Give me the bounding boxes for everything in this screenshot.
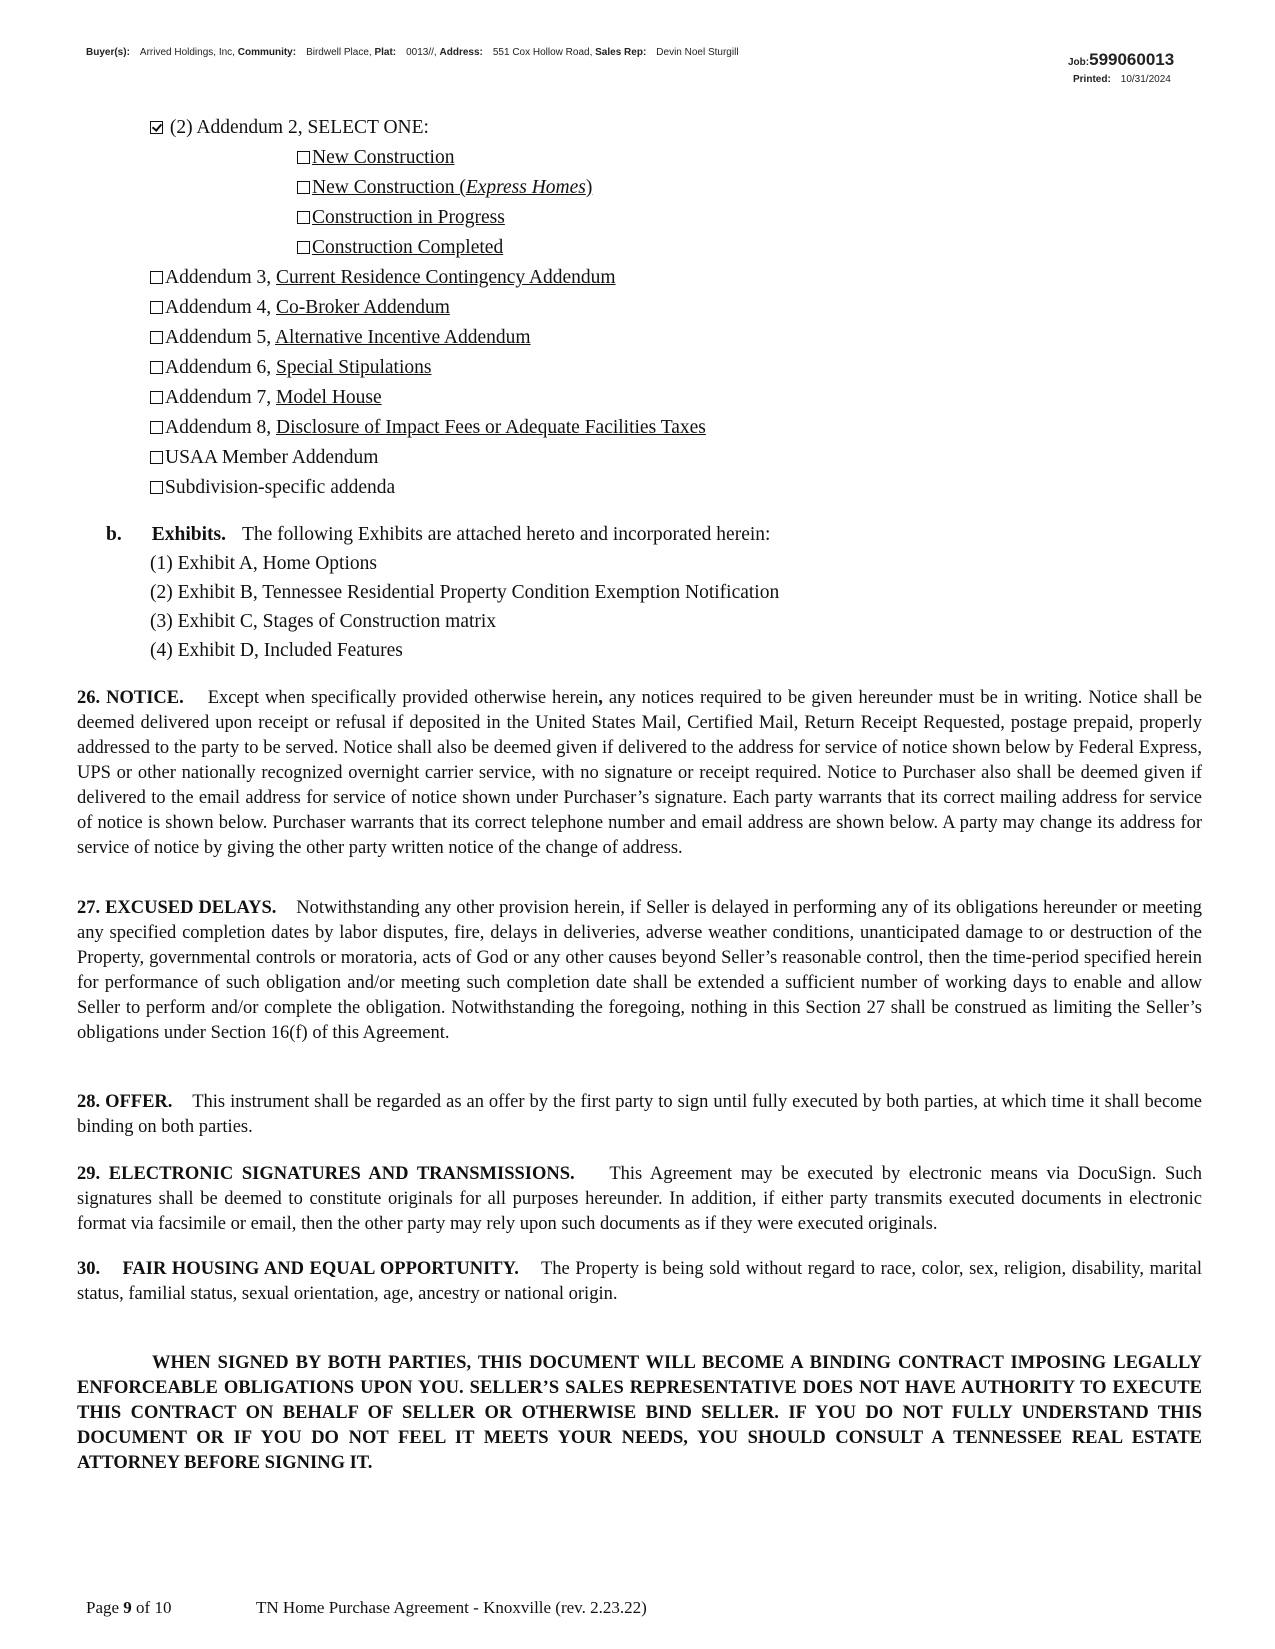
section-29-electronic-signatures: [77, 1162, 1202, 1237]
addendum-3-checkbox[interactable]: [150, 271, 163, 284]
exhibit-item: (2) Exhibit B, Tennessee Residential Property Condition Exemption Notification: [150, 582, 780, 603]
exhibit-item: (3) Exhibit C, Stages of Construction matrix: [150, 611, 497, 632]
addendum-8-checkbox[interactable]: [150, 421, 163, 434]
section-heading: 27. EXCUSED DELAYS.: [77, 898, 277, 918]
job-value: 599060013: [1089, 50, 1175, 69]
option-label-part: ): [585, 177, 593, 198]
binding-contract-warning: WHEN SIGNED BY BOTH PARTIES, THIS DOCUMENT WILL BECOME A BINDING CONTRACT IMPOSING LEGALLY ENFORCEABLE OBLIGATIONS UPON YOU. SELLER’S SALES REPRESENTATIVE DOES NOT HAVE AUTHORITY TO EXECUTE THIS CONTRACT ON BEHALF OF SELLER OR OTHERWISE BIND SELLER. IF YOU DO NOT FULLY UNDERSTAND THIS DOCUMENT OR IF YOU DO NOT FEEL IT MEETS YOUR NEEDS, YOU SHOULD CONSULT A TENNESSEE REAL ESTATE ATTORNEY BEFORE SIGNING IT.: [77, 1353, 1202, 1473]
addendum-3: [150, 268, 616, 288]
addendum-title: Alternative Incentive Addendum: [274, 327, 531, 348]
addendum-prefix: USAA Member Addendum: [165, 447, 379, 468]
printed-date: [1073, 74, 1171, 85]
addendum-usaa: [150, 448, 378, 468]
section-27-excused-delays: [77, 896, 1202, 1046]
addendum-prefix: Subdivision-specific addenda: [165, 477, 396, 498]
addendum-5: [150, 328, 531, 348]
printed-value: 10/31/2024: [1120, 74, 1171, 85]
addendum-usaa-checkbox[interactable]: [150, 451, 163, 464]
addendum-2-label: (2) Addendum 2, SELECT ONE:: [169, 117, 429, 138]
section-30-fair-housing: [77, 1257, 1207, 1307]
option-construction-in-progress: [297, 208, 505, 228]
job-label: Job:: [1068, 57, 1090, 68]
option-construction-completed: [297, 238, 503, 258]
option-label-part: New Construction (: [312, 177, 466, 198]
addendum-prefix: Addendum 4,: [165, 297, 277, 318]
section-heading: 29. ELECTRONIC SIGNATURES AND TRANSMISSIONS.: [77, 1164, 575, 1184]
addendum-title: Co-Broker Addendum: [276, 297, 450, 318]
exhibits-heading-line: [106, 525, 770, 545]
section-body: any notices required to be given hereunder must be in writing. Notice shall be deemed delivered upon receipt or refusal if deposited in the United States Mail, Certified Mail, Return Receipt Requested, postage prepaid, properly addressed to the party to be served. Notice shall also be deemed given if delivered to the address for service of notice shown below by Federal Express, UPS or other nationally recognized overnight carrier service, with no signature or receipt required. Notice to Purchaser also shall be deemed given if delivered to the email address for service of notice shown under Purchaser’s signature. Each party warrants that its correct mailing address for service of notice is shown below. Purchaser warrants that its correct telephone number and email address are shown below. A party may change its address for service of notice by giving the other party written notice of the change of address.: [77, 688, 1203, 858]
section-body: The Property is being sold without regard to race, color, sex, religion, disability, marital status, familial status, sexual orientation, age, ancestry or national origin.: [77, 1259, 1207, 1304]
addendum-6: [150, 358, 431, 378]
option-label: New Construction: [312, 147, 455, 168]
addendum-prefix: Addendum 3,: [165, 267, 277, 288]
addendum-5-checkbox[interactable]: [150, 331, 163, 344]
job-number: [1068, 50, 1174, 70]
page-number: [86, 1598, 171, 1618]
section-heading: 30. FAIR HOUSING AND EQUAL OPPORTUNITY.: [77, 1259, 519, 1279]
addendum-2: [150, 118, 429, 138]
option-new-construction: [297, 148, 454, 168]
document-title: TN Home Purchase Agreement - Knoxville (rev. 2.23.22): [256, 1598, 647, 1617]
exhibit-item: (1) Exhibit A, Home Options: [150, 553, 377, 574]
page-suffix: of 10: [131, 1598, 172, 1617]
addendum-8: [150, 418, 706, 438]
exhibits-intro: The following Exhibits are attached hereto and incorporated herein:: [241, 524, 771, 545]
option-label: Construction Completed: [312, 237, 504, 258]
addendum-prefix: Addendum 8,: [165, 417, 277, 438]
exhibits-heading: Exhibits.: [151, 524, 226, 545]
sales-rep-value: Devin Noel Sturgill: [656, 47, 739, 58]
addendum-2-checkbox[interactable]: [150, 121, 163, 134]
option-label: [312, 177, 592, 198]
page-prefix: Page: [86, 1598, 124, 1617]
addendum-title: Disclosure of Impact Fees or Adequate Facilities Taxes: [276, 417, 706, 438]
section-heading: 26. NOTICE.: [77, 688, 184, 708]
sales-rep-label: Sales Rep:: [595, 47, 647, 58]
addendum-title: Model House: [276, 387, 382, 408]
address-value: 551 Cox Hollow Road,: [492, 47, 593, 58]
section-heading: 28. OFFER.: [77, 1092, 173, 1112]
section-body: This instrument shall be regarded as an offer by the first party to sign until fully executed by both parties, at which time it shall become binding on both parties.: [77, 1092, 1202, 1137]
option-express-checkbox[interactable]: [297, 181, 310, 194]
page-current: 9: [123, 1598, 132, 1617]
option-new-construction-express: [297, 178, 592, 198]
address-label: Address:: [439, 47, 483, 58]
addendum-7: [150, 388, 382, 408]
option-in-progress-checkbox[interactable]: [297, 211, 310, 224]
addendum-4-checkbox[interactable]: [150, 301, 163, 314]
addendum-prefix: Addendum 6,: [165, 357, 277, 378]
addendum-6-checkbox[interactable]: [150, 361, 163, 374]
addendum-prefix: Addendum 7,: [165, 387, 277, 408]
community-label: Community:: [237, 47, 297, 58]
plat-value: 0013//,: [406, 47, 437, 58]
header-buyer-line: [86, 47, 739, 58]
section-26-notice: [77, 686, 1202, 861]
option-completed-checkbox[interactable]: [297, 241, 310, 254]
option-new-construction-checkbox[interactable]: [297, 151, 310, 164]
section-28-offer: [77, 1090, 1202, 1140]
section-body: Notwithstanding any other provision herein, if Seller is delayed in performing any of its obligations hereunder or meeting any specified completion dates by labor disputes, fire, delays in deliveries, adverse weather conditions, unanticipated damage to or destruction of the Property, governmental controls or moratoria, acts of God or any other causes beyond Seller’s reasonable control, then the time-period specified herein for performance of such obligation and/or meeting such completion date shall be extended a sufficient number of working days to enable and allow Seller to perform and/or complete the obligation. Notwithstanding the foregoing, nothing in this Section 27 shall be construed as limiting the Seller’s obligations under Section 16(f) of this Agreement.: [77, 898, 1202, 1043]
addendum-title: Current Residence Contingency Addendum: [276, 267, 616, 288]
buyer-label: Buyer(s):: [86, 47, 130, 58]
section-body: Except when specifically provided otherwise herein: [207, 688, 599, 708]
community-value: Birdwell Place,: [306, 47, 372, 58]
option-label-italic: Express Homes: [465, 177, 586, 198]
buyer-value: Arrived Holdings, Inc,: [139, 47, 235, 58]
addendum-4: [150, 298, 450, 318]
section-body: This Agreement may be executed by electronic means via DocuSign. Such signatures shall be deemed to constitute originals for all purposes hereunder. In addition, if either party transmits executed documents in electronic format via facsimile or email, then the other party may rely upon such documents as if they were executed originals.: [77, 1164, 1203, 1234]
plat-label: Plat:: [374, 47, 397, 58]
addendum-prefix: Addendum 5,: [165, 327, 275, 348]
option-label: Construction in Progress: [312, 207, 505, 228]
exhibits-letter: b.: [106, 524, 122, 545]
addendum-subdivision: [150, 478, 395, 498]
addendum-subdivision-checkbox[interactable]: [150, 481, 163, 494]
addendum-title: Special Stipulations: [276, 357, 432, 378]
addendum-7-checkbox[interactable]: [150, 391, 163, 404]
exhibit-item: (4) Exhibit D, Included Features: [150, 640, 403, 661]
printed-label: Printed:: [1073, 74, 1111, 85]
section-body-comma: ,: [598, 688, 603, 708]
